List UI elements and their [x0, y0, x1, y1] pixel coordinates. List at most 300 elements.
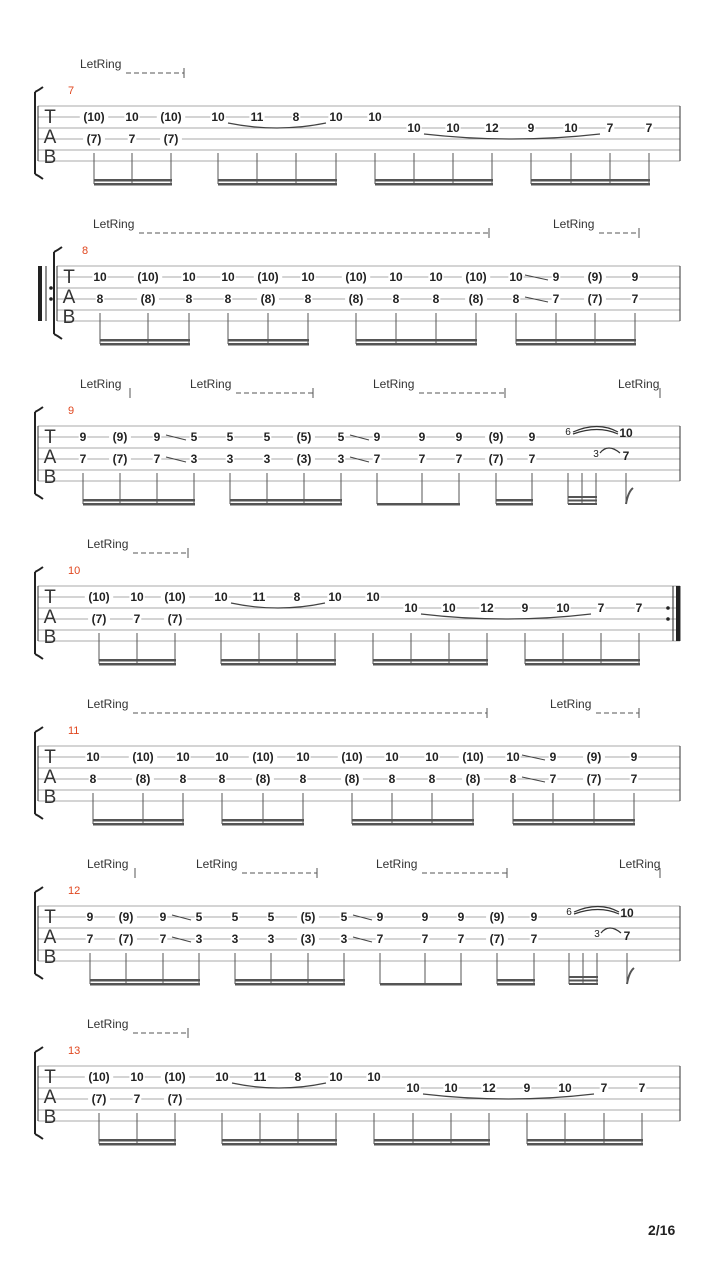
fret-number: 7 [153, 452, 161, 466]
fret-number: (10) [83, 110, 105, 124]
fret-number: 12 [480, 601, 494, 615]
fret-number: 5 [267, 910, 275, 924]
fret-number: 12 [485, 121, 499, 135]
fret-number: 8 [292, 110, 300, 124]
beam [569, 983, 598, 985]
fret-number: (10) [160, 110, 182, 124]
beam [230, 499, 342, 502]
grace-tie [601, 928, 621, 933]
fret-number: 9 [521, 601, 529, 615]
grace-fret: 3 [594, 929, 600, 940]
fret-number: 7 [133, 1092, 141, 1106]
beam [525, 663, 640, 666]
fret-number: 11 [252, 590, 266, 604]
fret-number: 10 [367, 1070, 381, 1084]
fret-number: (9) [118, 910, 134, 924]
fret-number: 10 [221, 270, 235, 284]
fret-number: 9 [530, 910, 538, 924]
fret-number: (7) [163, 132, 179, 146]
tab-clef-letter: T [44, 907, 56, 928]
beam [352, 819, 474, 822]
tab-system-11 [35, 697, 680, 826]
fret-number: (9) [112, 430, 128, 444]
grace-fret: 6 [566, 907, 572, 918]
fret-number: (10) [462, 750, 484, 764]
fret-number: (10) [164, 1070, 186, 1084]
beam [375, 183, 493, 186]
fret-number: 8 [89, 772, 97, 786]
tab-system-9 [35, 377, 680, 506]
grace-tie [600, 448, 620, 453]
beam [99, 1139, 176, 1142]
fret-number: 11 [253, 1070, 267, 1084]
tab-clef-letter: T [44, 747, 56, 768]
beam [83, 503, 195, 506]
let-ring-label: LetRing [87, 1017, 129, 1031]
tab-clef-letter: B [43, 627, 57, 648]
fret-number: 10 [176, 750, 190, 764]
beam [352, 823, 474, 826]
beam [516, 339, 636, 342]
let-ring-label: LetRing [376, 857, 418, 871]
fret-number: 10 [442, 601, 456, 615]
fret-number: 10 [93, 270, 107, 284]
fret-number: 7 [635, 601, 643, 615]
tab-clef-letter: A [62, 287, 76, 308]
fret-number: 7 [549, 772, 557, 786]
fret-number: 10 [509, 270, 523, 284]
tab-clef-letter: A [43, 127, 57, 148]
system-bracket [35, 87, 43, 179]
tab-clef-letter: B [43, 147, 57, 168]
fret-number: 3 [337, 452, 345, 466]
measure-number: 7 [68, 85, 75, 97]
fret-number: 11 [250, 110, 264, 124]
fret-number: 7 [631, 292, 639, 306]
beam [99, 659, 176, 662]
grace-tie [573, 430, 618, 435]
note-flag [626, 488, 633, 504]
fret-number: 10 [404, 601, 418, 615]
fret-number: 8 [428, 772, 436, 786]
fret-number: 8 [185, 292, 193, 306]
fret-number: 10 [444, 1081, 458, 1095]
let-ring-label: LetRing [619, 857, 661, 871]
fret-number: 7 [455, 452, 463, 466]
beam [100, 343, 190, 346]
fret-number: (7) [167, 1092, 183, 1106]
let-ring-label: LetRing [93, 217, 135, 231]
fret-number: 10 [556, 601, 570, 615]
fret-number: 7 [600, 1081, 608, 1095]
fret-number: 9 [79, 430, 87, 444]
fret-number: 3 [267, 932, 275, 946]
beam [83, 499, 195, 502]
fret-number: 10 [425, 750, 439, 764]
tab-clef-letter: T [44, 107, 56, 128]
let-ring-label: LetRing [550, 697, 592, 711]
beam [228, 339, 309, 342]
fret-number: 10 [366, 590, 380, 604]
fret-number: (7) [91, 1092, 107, 1106]
fret-number: 7 [528, 452, 536, 466]
fret-number: 10 [130, 590, 144, 604]
tab-system-13 [35, 1017, 680, 1146]
beam [218, 179, 337, 182]
beam [375, 179, 493, 182]
fret-number: 5 [263, 430, 271, 444]
tab-clef-letter: B [43, 467, 57, 488]
beam [221, 663, 336, 666]
fret-number: (9) [488, 430, 504, 444]
fret-number: 10 [406, 1081, 420, 1095]
fret-number: (7) [586, 772, 602, 786]
fret-number: 7 [597, 601, 605, 615]
fret-number: 7 [86, 932, 94, 946]
fret-number: 9 [527, 121, 535, 135]
let-ring-label: LetRing [87, 537, 129, 551]
fret-number: (8) [140, 292, 156, 306]
fret-number: 10 [446, 121, 460, 135]
tab-clef-letter: B [43, 947, 57, 968]
fret-number: 10 [296, 750, 310, 764]
beam [356, 343, 477, 346]
fret-number: 8 [294, 1070, 302, 1084]
tab-system-7 [35, 57, 680, 186]
beam [93, 823, 184, 826]
fret-number: 10 [407, 121, 421, 135]
tab-clef-letter: A [43, 607, 57, 628]
fret-number: (10) [164, 590, 186, 604]
fret-number: 10 [125, 110, 139, 124]
let-ring-label: LetRing [87, 857, 129, 871]
repeat-start-bar [38, 266, 42, 321]
system-bracket [35, 407, 43, 499]
beam [94, 183, 172, 186]
fret-number: 3 [226, 452, 234, 466]
let-ring-label: LetRing [618, 377, 660, 391]
beam [568, 503, 597, 505]
tab-clef-letter: A [43, 1087, 57, 1108]
fret-number: 9 [421, 910, 429, 924]
fret-number: (8) [135, 772, 151, 786]
beam [531, 179, 650, 182]
fret-number: 8 [432, 292, 440, 306]
beam [496, 503, 533, 506]
beam [222, 1143, 337, 1146]
fret-number: 10 [385, 750, 399, 764]
fret-number: 7 [630, 772, 638, 786]
note-flag [627, 968, 634, 984]
beam [568, 500, 597, 502]
fret-number: 9 [373, 430, 381, 444]
fret-number: 10 [558, 1081, 572, 1095]
beam [90, 979, 200, 982]
fret-number: 7 [638, 1081, 646, 1095]
fret-number: 9 [159, 910, 167, 924]
fret-number: 5 [226, 430, 234, 444]
fret-number: 8 [224, 292, 232, 306]
fret-number: (5) [300, 910, 316, 924]
beam [496, 499, 533, 502]
fret-number: (8) [260, 292, 276, 306]
fret-number: (8) [348, 292, 364, 306]
tab-clef-letter: B [43, 787, 57, 808]
fret-number: (7) [587, 292, 603, 306]
grace-fret: 6 [565, 427, 571, 438]
fret-number: 7 [128, 132, 136, 146]
tab-clef-letter: T [44, 1067, 56, 1088]
repeat-dot [49, 297, 53, 301]
tie-curve [228, 123, 326, 128]
system-bracket [35, 1047, 43, 1139]
beam [569, 976, 598, 978]
measure-number: 10 [68, 565, 81, 577]
fret-number: (10) [345, 270, 367, 284]
fret-number: 10 [329, 110, 343, 124]
fret-number: (8) [255, 772, 271, 786]
tab-system-8 [38, 217, 680, 346]
fret-number: (10) [88, 590, 110, 604]
tab-system-12 [35, 857, 680, 986]
fret-number: (9) [586, 750, 602, 764]
fret-number: (9) [489, 910, 505, 924]
fret-number: 10 [506, 750, 520, 764]
tab-clef-letter: B [62, 307, 76, 328]
fret-number: 3 [195, 932, 203, 946]
fret-number: (7) [488, 452, 504, 466]
fret-number: 10 [182, 270, 196, 284]
beam [527, 1143, 643, 1146]
fret-number: 9 [86, 910, 94, 924]
beam [373, 663, 488, 666]
beam [374, 1143, 490, 1146]
fret-number: 3 [231, 932, 239, 946]
system-bracket [35, 567, 43, 659]
fret-number: 10 [564, 121, 578, 135]
fret-number: 9 [631, 270, 639, 284]
fret-number: 8 [512, 292, 520, 306]
tab-clef-letter: A [43, 447, 57, 468]
fret-number: 7 [133, 612, 141, 626]
fret-number: 5 [231, 910, 239, 924]
fret-number: 3 [190, 452, 198, 466]
beam [99, 663, 176, 666]
repeat-dot [49, 286, 53, 290]
let-ring-label: LetRing [373, 377, 415, 391]
repeat-end-bar [676, 586, 680, 641]
tab-clef-letter: A [43, 927, 57, 948]
fret-number: (10) [341, 750, 363, 764]
beam [374, 1139, 490, 1142]
beam [235, 979, 345, 982]
let-ring-label: LetRing [190, 377, 232, 391]
beam [380, 983, 462, 986]
system-bracket [54, 247, 62, 339]
beam [531, 183, 650, 186]
fret-number: (3) [296, 452, 312, 466]
beam [90, 983, 200, 986]
tab-system-10 [35, 537, 680, 666]
fret-number: (10) [257, 270, 279, 284]
measure-number: 11 [68, 725, 80, 737]
fret-number: 10 [130, 1070, 144, 1084]
beam [373, 659, 488, 662]
fret-number: 8 [509, 772, 517, 786]
fret-number: 9 [153, 430, 161, 444]
beam [235, 983, 345, 986]
let-ring-label: LetRing [80, 377, 122, 391]
fret-number: (3) [300, 932, 316, 946]
beam [222, 819, 304, 822]
fret-number: (8) [468, 292, 484, 306]
fret-number: (10) [132, 750, 154, 764]
fret-number: 9 [528, 430, 536, 444]
fret-number: 5 [190, 430, 198, 444]
fret-number: 10 [329, 1070, 343, 1084]
beam [377, 503, 460, 506]
fret-number: 10 [429, 270, 443, 284]
fret-number: 10 [620, 906, 634, 920]
fret-number: (7) [112, 452, 128, 466]
fret-number: 9 [457, 910, 465, 924]
fret-number: (7) [167, 612, 183, 626]
fret-number: 9 [376, 910, 384, 924]
let-ring-label: LetRing [87, 697, 129, 711]
repeat-dot [666, 617, 670, 621]
fret-number: (5) [296, 430, 312, 444]
fret-number: 10 [389, 270, 403, 284]
beam [569, 980, 598, 982]
grace-tie [574, 910, 619, 915]
fret-number: (8) [465, 772, 481, 786]
beam [527, 1139, 643, 1142]
tab-clef-letter: T [44, 587, 56, 608]
fret-number: 10 [211, 110, 225, 124]
fret-number: 8 [388, 772, 396, 786]
fret-number: (7) [91, 612, 107, 626]
page-number: 2/16 [648, 1222, 676, 1238]
fret-number: 7 [623, 929, 631, 943]
fret-number: 7 [457, 932, 465, 946]
fret-number: 7 [421, 932, 429, 946]
fret-number: 9 [523, 1081, 531, 1095]
fret-number: 8 [96, 292, 104, 306]
fret-number: 12 [482, 1081, 496, 1095]
fret-number: 8 [218, 772, 226, 786]
beam [218, 183, 337, 186]
beam [228, 343, 309, 346]
fret-number: 8 [293, 590, 301, 604]
fret-number: 9 [455, 430, 463, 444]
tab-clef-letter: A [43, 767, 57, 788]
beam [222, 1139, 337, 1142]
tie-curve [231, 603, 325, 608]
system-bracket [35, 727, 43, 819]
fret-number: 10 [214, 590, 228, 604]
fret-number: 9 [630, 750, 638, 764]
fret-number: 5 [337, 430, 345, 444]
beam [222, 823, 304, 826]
fret-number: 5 [195, 910, 203, 924]
beam [513, 823, 635, 826]
fret-number: (9) [587, 270, 603, 284]
fret-number: (7) [86, 132, 102, 146]
let-ring-label: LetRing [196, 857, 238, 871]
fret-number: (10) [252, 750, 274, 764]
let-ring-label: LetRing [553, 217, 595, 231]
fret-number: (7) [118, 932, 134, 946]
tab-clef-letter: T [63, 267, 75, 288]
beam [568, 496, 597, 498]
fret-number: (10) [465, 270, 487, 284]
fret-number: 7 [606, 121, 614, 135]
beam [93, 819, 184, 822]
beam [100, 339, 190, 342]
fret-number: 7 [79, 452, 87, 466]
beam [497, 979, 535, 982]
fret-number: 7 [418, 452, 426, 466]
tab-clef-letter: B [43, 1107, 57, 1128]
repeat-dot [666, 606, 670, 610]
fret-number: 9 [549, 750, 557, 764]
fret-number: 7 [376, 932, 384, 946]
beam [513, 819, 635, 822]
fret-number: 10 [301, 270, 315, 284]
fret-number: 9 [552, 270, 560, 284]
fret-number: 7 [552, 292, 560, 306]
fret-number: 7 [530, 932, 538, 946]
fret-number: (10) [137, 270, 159, 284]
fret-number: 7 [645, 121, 653, 135]
fret-number: 10 [619, 426, 633, 440]
beam [94, 179, 172, 182]
fret-number: 7 [622, 449, 630, 463]
fret-number: 10 [215, 750, 229, 764]
beam [356, 339, 477, 342]
fret-number: 7 [159, 932, 167, 946]
fret-number: 10 [86, 750, 100, 764]
beam [516, 343, 636, 346]
fret-number: (10) [88, 1070, 110, 1084]
fret-number: 7 [373, 452, 381, 466]
fret-number: 10 [215, 1070, 229, 1084]
fret-number: 3 [340, 932, 348, 946]
beam [525, 659, 640, 662]
fret-number: 3 [263, 452, 271, 466]
fret-number: 8 [179, 772, 187, 786]
fret-number: 5 [340, 910, 348, 924]
fret-number: 8 [299, 772, 307, 786]
system-bracket [35, 887, 43, 979]
let-ring-label: LetRing [80, 57, 122, 71]
fret-number: 9 [418, 430, 426, 444]
beam [497, 983, 535, 986]
beam [230, 503, 342, 506]
measure-number: 9 [68, 405, 75, 417]
beam [221, 659, 336, 662]
tie-curve [232, 1083, 326, 1088]
fret-number: (8) [344, 772, 360, 786]
grace-fret: 3 [593, 449, 599, 460]
fret-number: 8 [392, 292, 400, 306]
measure-number: 12 [68, 885, 81, 897]
fret-number: 8 [304, 292, 312, 306]
tab-clef-letter: T [44, 427, 56, 448]
measure-number: 13 [68, 1045, 81, 1057]
fret-number: (7) [489, 932, 505, 946]
fret-number: 10 [328, 590, 342, 604]
